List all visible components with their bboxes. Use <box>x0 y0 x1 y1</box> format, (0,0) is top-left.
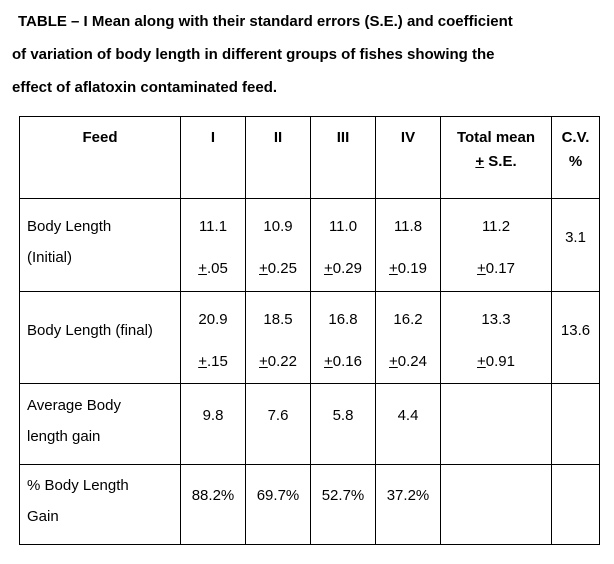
table-row <box>20 199 600 292</box>
body-length-table <box>19 116 600 545</box>
header-total-mean <box>441 117 552 199</box>
cell-value: 37.2% <box>376 465 441 545</box>
cell-empty <box>552 465 600 545</box>
cell-total: 13.3 +0.91 <box>441 292 552 384</box>
table-row <box>20 384 600 465</box>
header-group-iii: III <box>311 117 376 199</box>
cell-cv: 13.6 <box>552 292 600 384</box>
cell-value: 11.1 +.05 <box>181 199 246 292</box>
header-feed: Feed <box>20 117 181 199</box>
cell-value: 5.8 <box>311 384 376 465</box>
row-label-initial: Body Length (Initial) <box>20 199 181 292</box>
cell-value: 9.8 <box>181 384 246 465</box>
cell-value: 88.2% <box>181 465 246 545</box>
header-total-line2: + S.E. <box>475 153 517 170</box>
cell-value: 52.7% <box>311 465 376 545</box>
row-label-average-gain: Average Body length gain <box>20 384 181 465</box>
table-row <box>20 465 600 545</box>
header-group-i: I <box>181 117 246 199</box>
caption-line-2: of variation of body length in different groups of fishes showing the <box>12 46 495 63</box>
row-label-final: Body Length (final) <box>20 292 181 384</box>
table-caption <box>12 5 604 104</box>
cell-value: 16.2 +0.24 <box>376 292 441 384</box>
cell-empty <box>441 384 552 465</box>
cell-empty <box>441 465 552 545</box>
cell-value: 11.8 +0.19 <box>376 199 441 292</box>
table-row <box>20 292 600 384</box>
cell-value: 4.4 <box>376 384 441 465</box>
header-total-line1: Total mean <box>456 129 536 146</box>
cell-value: 11.0 +0.29 <box>311 199 376 292</box>
cell-cv: 3.1 <box>552 199 600 292</box>
cell-value: 7.6 <box>246 384 311 465</box>
header-cv: C.V. % <box>552 117 600 199</box>
row-label-percent-gain: % Body Length Gain <box>20 465 181 545</box>
header-group-iv: IV <box>376 117 441 199</box>
plus-minus-sign: + <box>475 153 485 170</box>
header-row <box>20 117 600 199</box>
cell-total: 11.2 +0.17 <box>441 199 552 292</box>
caption-line-3: effect of aflatoxin contaminated feed. <box>12 79 278 96</box>
cell-value: 18.5 +0.22 <box>246 292 311 384</box>
cell-value: 16.8 +0.16 <box>311 292 376 384</box>
cell-value: 20.9 +.15 <box>181 292 246 384</box>
caption-line-1: TABLE – I Mean along with their standard errors (S.E.) and coefficient <box>18 13 513 30</box>
cell-value: 69.7% <box>246 465 311 545</box>
cell-empty <box>552 384 600 465</box>
header-group-ii: II <box>246 117 311 199</box>
cell-value: 10.9 +0.25 <box>246 199 311 292</box>
